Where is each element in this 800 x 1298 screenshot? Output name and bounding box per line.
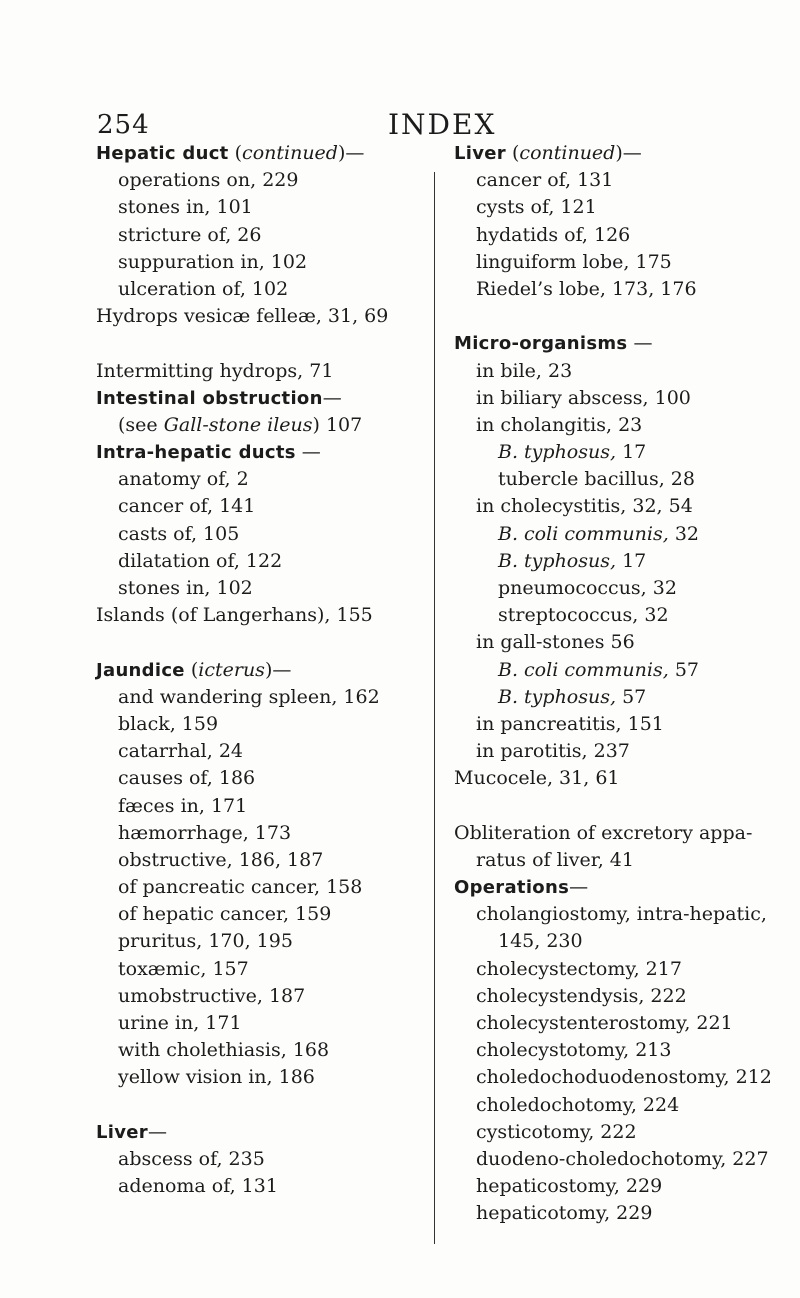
index-subentry: [96, 956, 426, 983]
index-subentry: [454, 249, 789, 276]
index-subentry: [454, 657, 789, 684]
index-subentry: [454, 738, 789, 765]
entry-text: hepaticotomy, 229: [476, 1202, 653, 1225]
index-subentry: [454, 928, 789, 955]
index-subentry: [96, 167, 426, 194]
heading-qualifier: icterus: [198, 658, 265, 681]
entry-text: yellow vision in, 186: [118, 1066, 315, 1089]
heading-term: Operations: [454, 877, 570, 899]
index-subentry: [454, 493, 789, 520]
index-subentry: [454, 167, 789, 194]
index-subentry: [454, 194, 789, 221]
entry-text: in cholecystitis, 32, 54: [476, 495, 693, 518]
heading-dash: —: [272, 658, 292, 681]
heading-dash: —: [627, 332, 653, 355]
entry-text: suppuration in, 102: [118, 250, 308, 273]
column-divider: [434, 172, 435, 1244]
page-number: 254: [97, 110, 150, 140]
entry-spacer: [96, 330, 426, 357]
index-subentry: [454, 1146, 789, 1173]
index-subentry: [454, 412, 789, 439]
index-subentry: [96, 249, 426, 276]
index-subentry: [96, 1064, 426, 1091]
entry-page-ref: 57: [616, 685, 647, 708]
heading-dash: —: [322, 386, 342, 409]
index-heading: Jaundice (icterus)—: [96, 658, 292, 681]
entry-italic: B. coli communis,: [498, 658, 669, 681]
entry-text: toxæmic, 157: [118, 957, 249, 980]
entry-text: hæmorrhage, 173: [118, 821, 292, 844]
entry-text: ulceration of, 102: [118, 277, 289, 300]
entry-text: tubercle bacillus, 28: [498, 468, 695, 491]
entry-text: Islands (of Langerhans), 155: [96, 604, 373, 627]
index-subentry: [454, 521, 789, 548]
index-heading: [96, 439, 426, 466]
entry-text: cysts of, 121: [476, 196, 597, 219]
index-subentry: [96, 1037, 426, 1064]
index-entry: [454, 820, 789, 847]
entry-text: Mucocele, 31, 61: [454, 767, 620, 790]
index-subentry: [454, 548, 789, 575]
index-subentry: [454, 983, 789, 1010]
heading-dash: —: [345, 142, 365, 164]
entry-text: cholecystotomy, 213: [476, 1039, 672, 1062]
index-heading: [454, 330, 789, 357]
heading-qualifier: continued: [519, 142, 616, 164]
index-subentry: [454, 684, 789, 711]
index-subentry: [96, 983, 426, 1010]
heading-term: Micro-organisms: [454, 333, 628, 355]
index-subentry: [96, 276, 426, 303]
entry-text: urine in, 171: [118, 1012, 242, 1034]
index-subentry: [454, 358, 789, 385]
index-subentry: [96, 1173, 426, 1200]
index-heading: [96, 385, 426, 412]
entry-spacer: [454, 303, 789, 330]
heading-qualifier: continued: [242, 142, 338, 164]
index-entry: [454, 765, 789, 792]
index-entry: [96, 303, 426, 330]
entry-text: catarrhal, 24: [118, 740, 243, 763]
index-subentry: [96, 575, 426, 602]
index-entry: [96, 602, 426, 629]
entry-text: in cholangitis, 23: [476, 413, 643, 436]
index-subentry: [96, 874, 426, 901]
entry-text: (see: [118, 413, 164, 436]
page-title: INDEX: [388, 108, 497, 141]
index-subentry: [454, 602, 789, 629]
entry-text: cancer of, 131: [476, 169, 614, 192]
entry-italic: B. typhosus,: [498, 549, 617, 572]
entry-text: stones in, 102: [118, 577, 253, 599]
entry-text: Riedel’s lobe, 173, 176: [476, 277, 697, 300]
entry-text: streptococcus, 32: [498, 604, 669, 627]
index-subentry: [454, 1119, 789, 1146]
entry-text: pruritus, 170, 195: [118, 930, 293, 953]
index-subentry: [96, 222, 426, 249]
entry-text: in bile, 23: [476, 359, 573, 382]
index-subentry: [454, 1173, 789, 1200]
heading-term: Liver: [96, 1121, 148, 1143]
entry-text: cholecystectomy, 217: [476, 957, 682, 980]
entry-italic: Gall-stone ileus: [163, 413, 313, 436]
entry-text: and wandering spleen, 162: [118, 685, 380, 708]
index-subentry: [96, 847, 426, 874]
index-subentry: [96, 684, 426, 711]
entry-text: stricture of, 26: [118, 223, 262, 246]
heading-term: Liver: [454, 143, 506, 164]
entry-text: 145, 230: [498, 930, 583, 953]
entry-page-ref: 17: [616, 549, 647, 572]
entry-italic: B. typhosus,: [498, 441, 617, 464]
index-subentry: [96, 820, 426, 847]
entry-text: stones in, 101: [118, 196, 253, 219]
index-subentry: [96, 738, 426, 765]
index-subentry: [96, 793, 426, 820]
entry-text: hepaticostomy, 229: [476, 1175, 663, 1198]
entry-text: cysticotomy, 222: [476, 1120, 637, 1143]
entry-text: Hydrops vesicæ felleæ, 31, 69: [96, 305, 389, 328]
entry-text: obstructive, 186, 187: [118, 848, 324, 871]
index-subentry: [454, 222, 789, 249]
entry-text: anatomy of, 2: [118, 468, 249, 491]
entry-text: in gall-stones 56: [476, 631, 635, 654]
index-subentry: [96, 901, 426, 928]
heading-term: Jaundice: [96, 659, 185, 681]
entry-text: duodeno-choledochotomy, 227: [476, 1147, 769, 1170]
entry-text: umobstructive, 187: [118, 984, 306, 1007]
entry-text: in biliary abscess, 100: [476, 386, 691, 409]
index-subentry: [454, 711, 789, 738]
heading-dash: —: [569, 876, 589, 899]
index-subentry: [96, 1010, 426, 1037]
entry-spacer: [96, 1092, 426, 1119]
index-subentry: [454, 439, 789, 466]
index-heading: Hepatic duct (continued)—: [96, 142, 365, 164]
entry-text: cholecystendysis, 222: [476, 984, 687, 1007]
entry-page-ref: 32: [668, 522, 699, 545]
heading-term: Intestinal obstruction: [96, 387, 323, 409]
index-subentry: [96, 412, 426, 439]
index-subentry: [454, 575, 789, 602]
index-subentry: [96, 194, 426, 221]
entry-text: choledochoduodenostomy, 212: [476, 1066, 772, 1089]
index-subentry: [454, 1010, 789, 1037]
entry-spacer: [96, 629, 426, 656]
heading-dash: —: [295, 441, 321, 464]
index-subentry: [454, 956, 789, 983]
entry-italic: B. typhosus,: [498, 685, 617, 708]
index-subentry: [454, 466, 789, 493]
entry-spacer: [454, 793, 789, 820]
heading-term: Hepatic duct: [96, 143, 229, 164]
entry-text: cholecystenterostomy, 221: [476, 1012, 733, 1034]
index-subentry: [454, 1037, 789, 1064]
index-subentry: [96, 466, 426, 493]
index-subentry: [96, 1146, 426, 1173]
index-subentry: [96, 928, 426, 955]
index-subentry: [454, 847, 789, 874]
index-subentry: [96, 711, 426, 738]
entry-text: Intermitting hydrops, 71: [96, 359, 334, 382]
entry-text: Obliteration of excretory appa-: [454, 821, 753, 844]
entry-text: hydatids of, 126: [476, 223, 631, 246]
entry-page-ref: 17: [616, 441, 647, 464]
heading-dash: —: [147, 1120, 167, 1143]
entry-text: linguiform lobe, 175: [476, 250, 672, 273]
entry-text: cancer of, 141: [118, 495, 256, 518]
index-column-left: [96, 140, 426, 1200]
entry-text: causes of, 186: [118, 767, 256, 790]
heading-term: Intra-hepatic ducts: [96, 442, 296, 464]
index-subentry: [96, 765, 426, 792]
index-subentry: [96, 521, 426, 548]
entry-text: of pancreatic cancer, 158: [118, 876, 363, 899]
entry-text: ratus of liver, 41: [476, 848, 634, 871]
index-heading: [96, 1119, 426, 1146]
index-subentry: [96, 548, 426, 575]
entry-text: fæces in, 171: [118, 794, 248, 817]
entry-page-ref: ) 107: [312, 413, 363, 436]
entry-text: choledochotomy, 224: [476, 1093, 680, 1116]
heading-dash: —: [622, 142, 642, 164]
entry-text: casts of, 105: [118, 522, 240, 545]
entry-text: black, 159: [118, 712, 219, 735]
index-subentry: [454, 1200, 789, 1227]
index-subentry: [454, 629, 789, 656]
entry-italic: B. coli communis,: [498, 522, 669, 545]
entry-text: adenoma of, 131: [118, 1175, 278, 1198]
index-subentry: [454, 901, 789, 928]
entry-text: in parotitis, 237: [476, 740, 630, 763]
index-entry: [96, 358, 426, 385]
entry-text: operations on, 229: [118, 169, 299, 192]
index-heading: [454, 874, 789, 901]
entry-text: of hepatic cancer, 159: [118, 903, 332, 926]
entry-text: abscess of, 235: [118, 1147, 265, 1170]
entry-text: with cholethiasis, 168: [118, 1039, 330, 1062]
entry-text: cholangiostomy, intra-hepatic,: [476, 903, 767, 926]
entry-page-ref: 57: [668, 658, 699, 681]
index-column-right: [454, 140, 789, 1228]
index-subentry: [454, 1064, 789, 1091]
index-subentry: [454, 276, 789, 303]
index-subentry: [454, 385, 789, 412]
index-heading: Liver (continued)—: [454, 142, 642, 164]
index-subentry: [454, 1092, 789, 1119]
entry-text: in pancreatitis, 151: [476, 712, 664, 735]
index-subentry: [96, 493, 426, 520]
entry-text: pneumococcus, 32: [498, 577, 677, 599]
entry-text: dilatation of, 122: [118, 549, 283, 572]
